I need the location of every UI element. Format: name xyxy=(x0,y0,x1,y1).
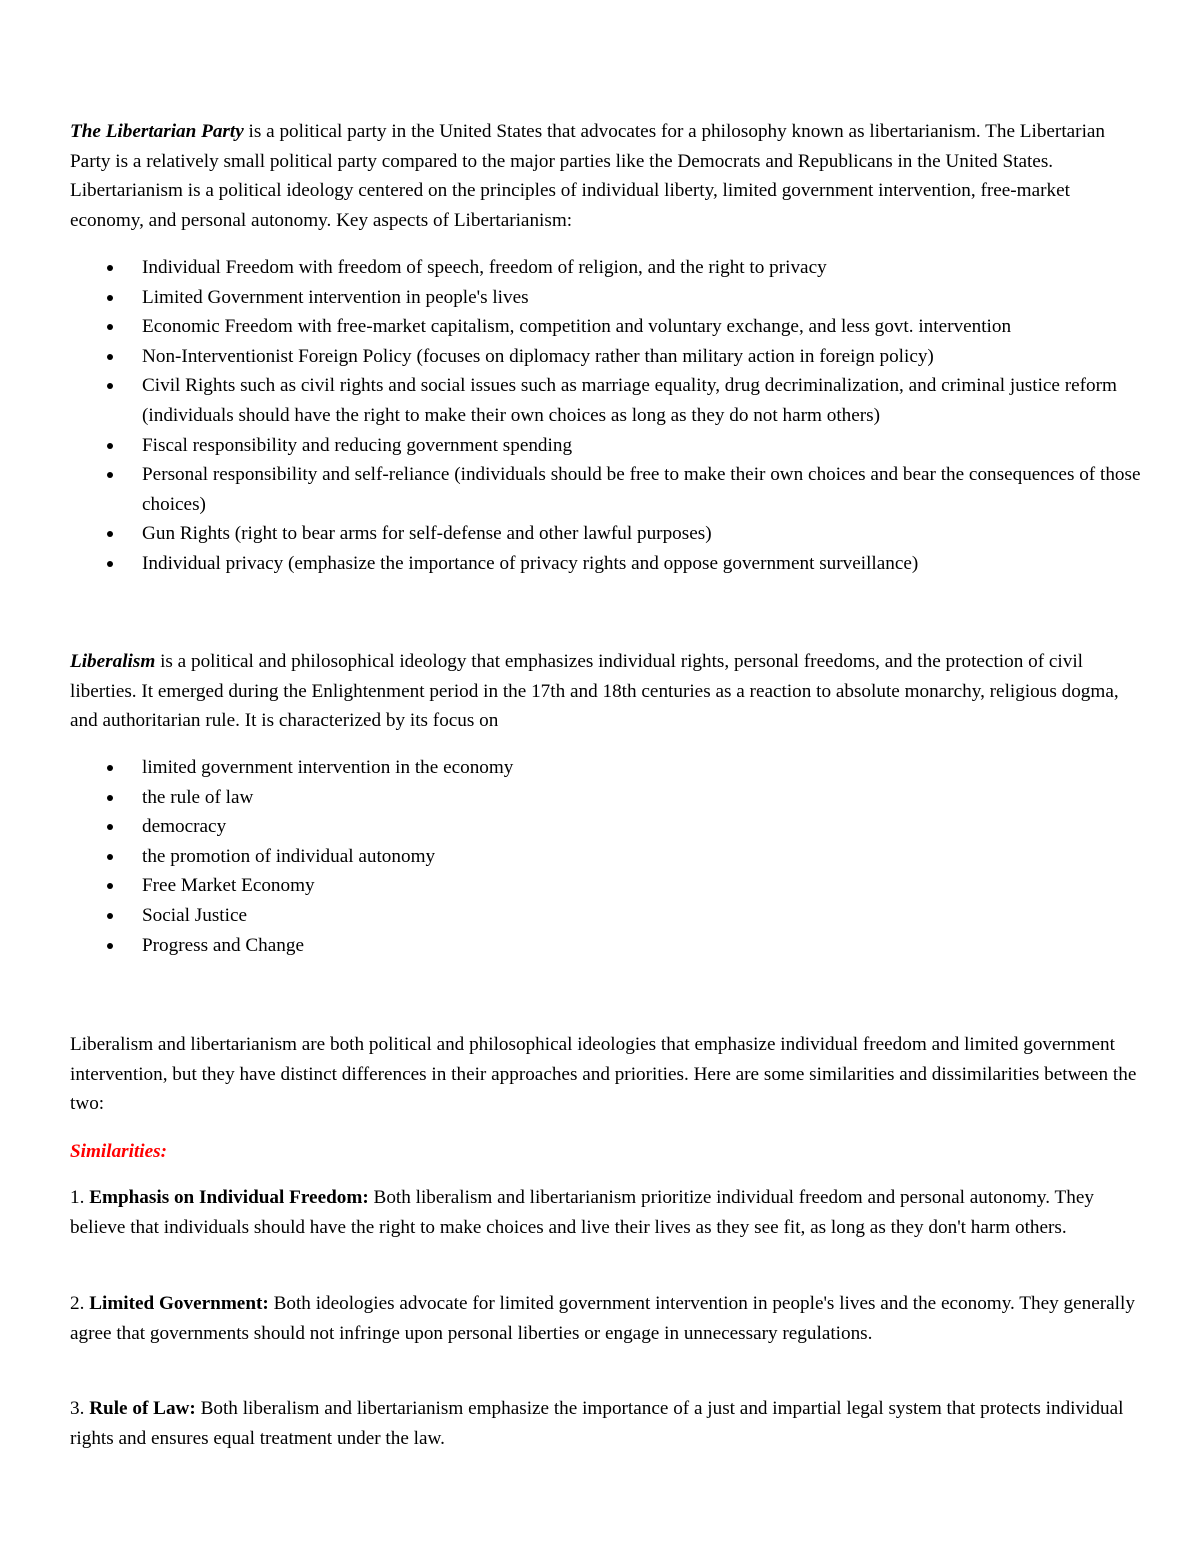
list-item: Fiscal responsibility and reducing government spending xyxy=(70,431,1145,461)
comparison-intro-paragraph xyxy=(70,1030,1140,1119)
point-text: Both liberalism and libertarianism emphasize the importance of a just and impartial legal system that protects individual rights and ensures equal treatment under the law. xyxy=(70,1398,1124,1449)
list-item: the rule of law xyxy=(70,783,1145,813)
list-item: the promotion of individual autonomy xyxy=(70,842,1145,872)
liberalism-term: Liberalism xyxy=(70,651,156,672)
libertarian-intro-text: is a political party in the United States that advocates for a philosophy known as libertarianism. The Libertarian Party is a relatively small political party compared to the major parties like the Democrats and Republicans in the United States. Libertarianism is a political ideology centered on the principles of individual liberty, limited government intervention, free-market economy, and personal autonomy. Key aspects of Libertarianism: xyxy=(70,121,1106,231)
list-item: democracy xyxy=(70,812,1145,842)
similarity-point-2 xyxy=(70,1289,1140,1348)
list-item: Gun Rights (right to bear arms for self-defense and other lawful purposes) xyxy=(70,519,1145,549)
point-text: Both liberalism and libertarianism prioritize individual freedom and personal autonomy. They believe that individuals should have the right to make choices and live their lives as they see fit, as long as they don't harm others. xyxy=(70,1187,1094,1238)
point-number: 2. xyxy=(70,1293,85,1314)
list-item: Personal responsibility and self-reliance (individuals should be free to make their own choices and bear the consequences of those choices) xyxy=(70,460,1145,519)
point-title: Emphasis on Individual Freedom: xyxy=(89,1187,369,1208)
point-number: 1. xyxy=(70,1187,85,1208)
list-item: Limited Government intervention in people's lives xyxy=(70,283,1145,313)
similarity-point-1 xyxy=(70,1183,1140,1242)
libertarian-intro-paragraph xyxy=(70,117,1140,235)
similarities-heading: Similarities: xyxy=(70,1141,168,1162)
similarity-point-3 xyxy=(70,1394,1140,1453)
point-number: 3. xyxy=(70,1398,85,1419)
list-item: limited government intervention in the economy xyxy=(70,753,1145,783)
point-text: Both ideologies advocate for limited government intervention in people's lives and the economy. They generally agree that governments should not infringe upon personal liberties or engage in unnecessary regulations. xyxy=(70,1293,1135,1344)
list-item: Free Market Economy xyxy=(70,871,1145,901)
libertarian-aspects-list xyxy=(70,253,1145,579)
comparison-intro-text: Liberalism and libertarianism are both political and philosophical ideologies that emphasize individual freedom and limited government intervention, but they have distinct differences in their approaches and priorities. Here are some similarities and dissimilarities between the two: xyxy=(70,1034,1137,1114)
liberalism-intro-paragraph xyxy=(70,647,1140,736)
libertarian-party-term: The Libertarian Party xyxy=(70,121,244,142)
point-title: Rule of Law: xyxy=(89,1398,196,1419)
list-item: Social Justice xyxy=(70,901,1145,931)
list-item: Individual Freedom with freedom of speech, freedom of religion, and the right to privacy xyxy=(70,253,1145,283)
list-item: Civil Rights such as civil rights and social issues such as marriage equality, drug decriminalization, and criminal justice reform (individuals should have the right to make their own choices as long as they do not harm others) xyxy=(70,371,1145,430)
point-title: Limited Government: xyxy=(89,1293,269,1314)
list-item: Non-Interventionist Foreign Policy (focuses on diplomacy rather than military action in foreign policy) xyxy=(70,342,1145,372)
liberalism-focus-list xyxy=(70,753,1145,960)
list-item: Individual privacy (emphasize the importance of privacy rights and oppose government surveillance) xyxy=(70,549,1145,579)
list-item: Economic Freedom with free-market capitalism, competition and voluntary exchange, and less govt. intervention xyxy=(70,312,1145,342)
list-item: Progress and Change xyxy=(70,931,1145,961)
liberalism-intro-text: is a political and philosophical ideology that emphasizes individual rights, personal freedoms, and the protection of civil liberties. It emerged during the Enlightenment period in the 17th and 18th centuries as a reaction to absolute monarchy, religious dogma, and authoritarian rule. It is characterized by its focus on xyxy=(70,651,1119,731)
